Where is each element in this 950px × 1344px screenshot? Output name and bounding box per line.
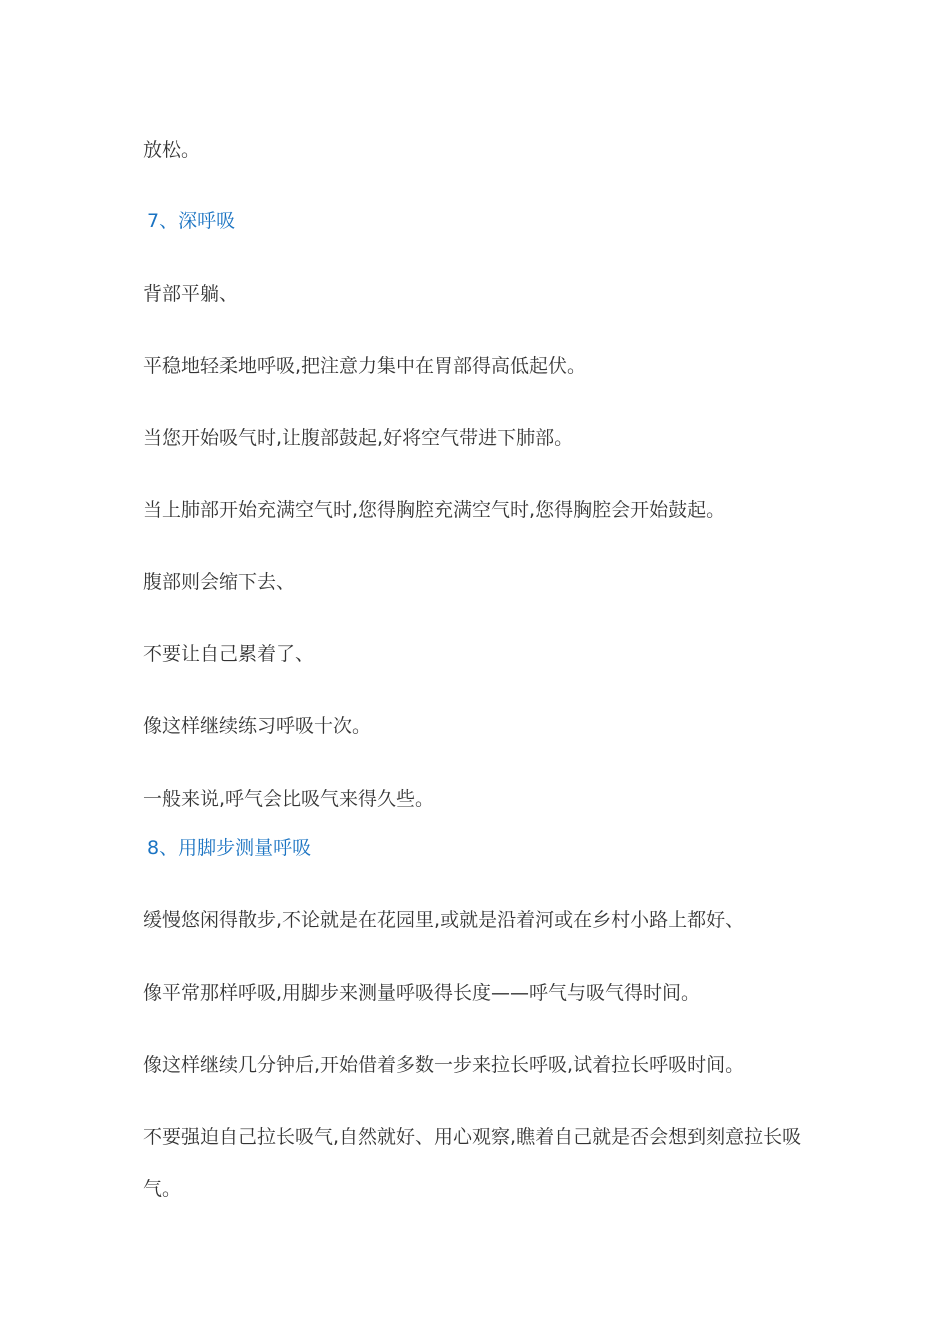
heading-deep-breathing: 7、深呼吸 bbox=[147, 210, 236, 232]
paragraph-repeat-ten: 像这样继续练习呼吸十次。 bbox=[143, 715, 372, 737]
paragraph-inhale-belly: 当您开始吸气时,让腹部鼓起,好将空气带进下肺部。 bbox=[143, 427, 574, 449]
paragraph-belly-shrinks: 腹部则会缩下去、 bbox=[143, 571, 296, 593]
paragraph-extend-breath: 像这样继续几分钟后,开始借着多数一步来拉长呼吸,试着拉长呼吸时间。 bbox=[143, 1054, 745, 1076]
paragraph-relax: 放松。 bbox=[143, 139, 201, 161]
paragraph-measure-steps: 像平常那样呼吸,用脚步来测量呼吸得长度——呼气与吸气得时间。 bbox=[143, 982, 701, 1004]
paragraph-breathe-gently: 平稳地轻柔地呼吸,把注意力集中在胃部得高低起伏。 bbox=[143, 355, 587, 377]
paragraph-lie-flat: 背部平躺、 bbox=[143, 283, 239, 305]
paragraph-dont-force: 不要强迫自己拉长吸气,自然就好、用心观察,瞧着自己就是否会想到刻意拉长吸气。 bbox=[143, 1126, 802, 1200]
paragraph-exhale-longer: 一般来说,呼气会比吸气来得久些。 bbox=[143, 788, 435, 810]
paragraph-upper-lungs: 当上肺部开始充满空气时,您得胸腔充满空气时,您得胸腔会开始鼓起。 bbox=[143, 499, 726, 521]
paragraph-slow-walk: 缓慢悠闲得散步,不论就是在花园里,或就是沿着河或在乡村小路上都好、 bbox=[143, 909, 745, 931]
heading-footstep-breathing: 8、用脚步测量呼吸 bbox=[147, 837, 312, 859]
paragraph-dont-tire: 不要让自己累着了、 bbox=[143, 643, 315, 665]
